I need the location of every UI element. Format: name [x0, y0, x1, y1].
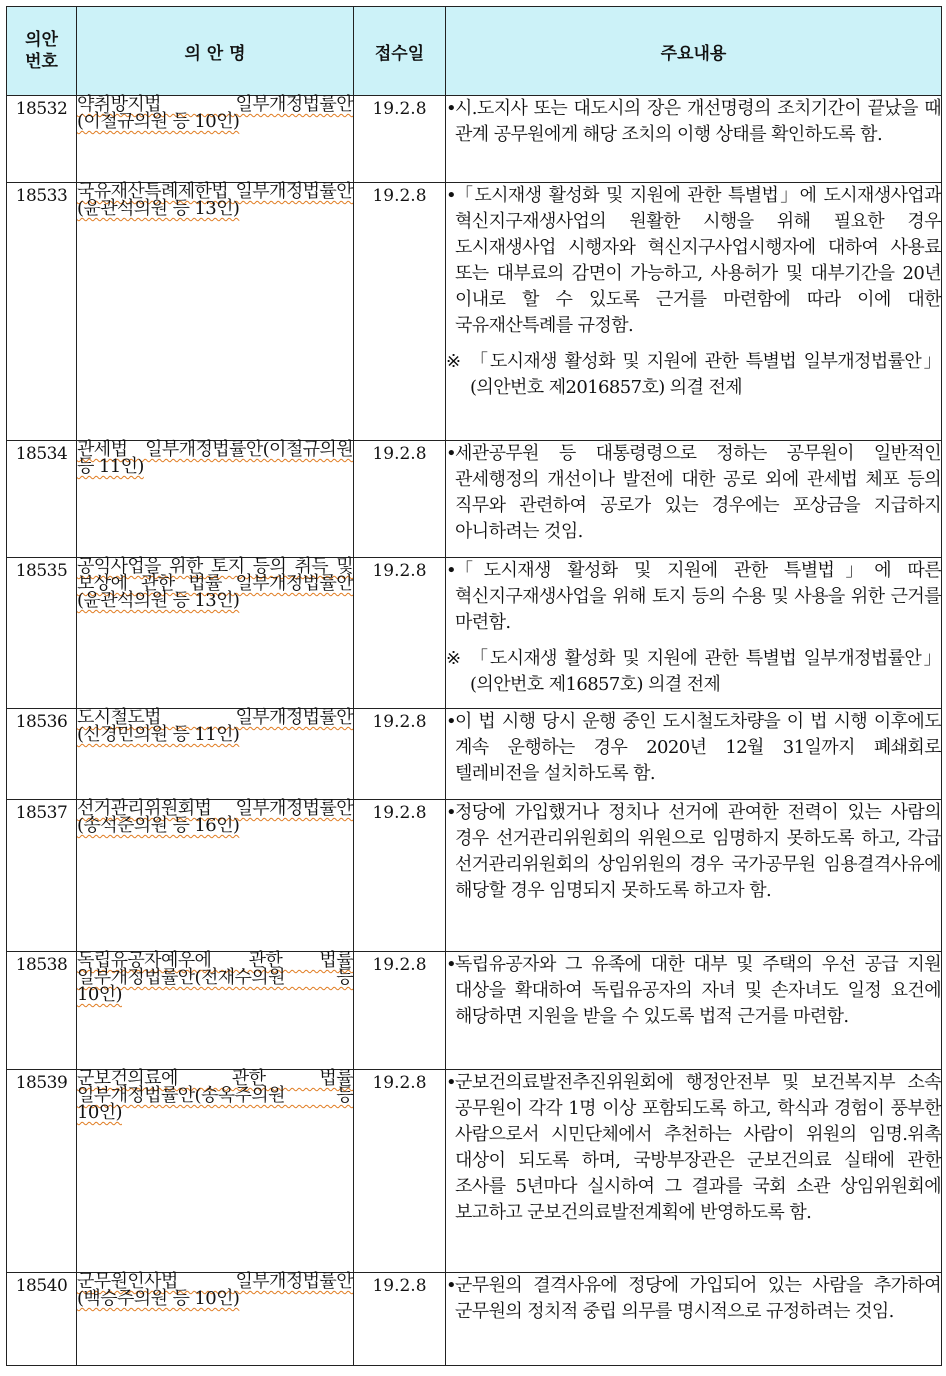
header-bill-title: 의 안 명	[77, 7, 354, 96]
bullet-mark: •	[446, 443, 457, 464]
table-row	[7, 558, 942, 709]
content-paragraph	[446, 1070, 941, 1226]
table-row	[7, 1070, 942, 1273]
main-content	[446, 96, 942, 183]
bill-title	[77, 183, 354, 441]
bullet-mark: •	[446, 1072, 457, 1093]
bill-title-text: 공익사업을 위한 토지 등의 취득 및 보상에 관한 법률 일부개정법률안(윤관석의원 등 13인)	[77, 556, 353, 611]
content-paragraph	[446, 800, 941, 904]
bill-title-text: 약취방지법 일부개정법률안(이철규의원 등 10인)	[77, 94, 353, 132]
content-text: 군보건의료발전추진위원회에 행정안전부 및 보건복지부 소속 공무원이 각각 1명 이상 포함되도록 하고, 학식과 경험이 풍부한 사람으로서 시민단체에서 추천하는 사람이 위원의 임명.위촉 대상이 되도록 하며, 국방부장관은 군보건의료 실태에 관한 조사를 5년마다 실시하여 그 결과를 국회 소관 상임위원회에 보고하고 군보건의료발전계획에 반영하도록 함.	[455, 1072, 941, 1223]
table-row	[7, 441, 942, 558]
bullet-mark: •	[446, 185, 457, 206]
content-paragraph	[446, 709, 941, 787]
receipt-date: 19.2.8	[354, 183, 446, 441]
header-main-content: 주요내용	[446, 7, 942, 96]
receipt-date: 19.2.8	[354, 800, 446, 952]
content-note	[446, 349, 941, 401]
main-content	[446, 709, 942, 800]
note-text: 「도시재생 활성화 및 지원에 관한 특별법 일부개정법률안」(의안번호 제2016857호) 의결 전제	[470, 351, 941, 398]
receipt-date: 19.2.8	[354, 952, 446, 1070]
table-row	[7, 183, 942, 441]
bill-title-text: 독립유공자예우에 관한 법률 일부개정법률안(전재수의원 등 10인)	[77, 950, 353, 1005]
content-text: 이 법 시행 당시 운행 중인 도시철도차량을 이 법 시행 이후에도 계속 운행하는 경우 2020년 12월 31일까지 폐쇄회로 텔레비전을 설치하도록 함.	[455, 711, 941, 784]
bullet-mark: •	[446, 802, 457, 823]
main-content	[446, 952, 942, 1070]
receipt-date: 19.2.8	[354, 96, 446, 183]
bill-title-text: 도시철도법 일부개정법률안(신경민의원 등 11인)	[77, 707, 353, 745]
header-bill-number-line1: 의안	[25, 30, 58, 50]
content-paragraph	[446, 1273, 941, 1325]
content-note	[446, 646, 941, 698]
bill-title-text: 선거관리위원회법 일부개정법률안(송석준의원 등 16인)	[77, 798, 353, 836]
content-paragraph	[446, 96, 941, 148]
header-bill-number	[7, 7, 77, 96]
bill-number: 18538	[7, 952, 77, 1070]
bill-title	[77, 709, 354, 800]
bill-title	[77, 1070, 354, 1273]
receipt-date: 19.2.8	[354, 558, 446, 709]
bullet-mark: •	[446, 954, 457, 975]
bill-title	[77, 1273, 354, 1366]
content-paragraph	[446, 441, 941, 545]
main-content	[446, 558, 942, 709]
header-row	[7, 7, 942, 96]
bill-number: 18532	[7, 96, 77, 183]
receipt-date: 19.2.8	[354, 1070, 446, 1273]
main-content	[446, 800, 942, 952]
note-mark: ※	[446, 648, 461, 669]
table-row	[7, 952, 942, 1070]
bill-title-text: 군무원인사법 일부개정법률안(백승주의원 등 10인)	[77, 1271, 353, 1309]
table-header	[7, 7, 942, 96]
receipt-date: 19.2.8	[354, 441, 446, 558]
receipt-date: 19.2.8	[354, 1273, 446, 1366]
main-content	[446, 183, 942, 441]
content-paragraph	[446, 183, 941, 339]
bill-table	[6, 6, 942, 1366]
bullet-mark: •	[446, 711, 457, 732]
note-mark: ※	[446, 351, 461, 372]
bill-number: 18537	[7, 800, 77, 952]
content-text: 독립유공자와 그 유족에 대한 대부 및 주택의 우선 공급 지원 대상을 확대하여 독립유공자의 자녀 및 손자녀도 일정 요건에 해당하면 지원을 받을 수 있도록 법적 근거를 마련함.	[455, 954, 941, 1027]
content-text: 정당에 가입했거나 정치나 선거에 관여한 전력이 있는 사람의 경우 선거관리위원회의 위원으로 임명하지 못하도록 하고, 각급 선거관리위원회의 상임위원의 경우 국가공무원 임용결격사유에 해당할 경우 임명되지 못하도록 하고자 함.	[455, 802, 941, 901]
bill-title	[77, 441, 354, 558]
content-text: 「도시재생 활성화 및 지원에 관한 특별법」에 따른 혁신지구재생사업을 위해 토지 등의 수용 및 사용을 위한 근거를 마련함.	[455, 560, 941, 633]
bill-title-text: 국유재산특례제한법 일부개정법률안(윤관석의원 등 13인)	[77, 181, 353, 219]
bill-title	[77, 952, 354, 1070]
table-row	[7, 709, 942, 800]
content-text: 시.도지사 또는 대도시의 장은 개선명령의 조치기간이 끝났을 때 관계 공무원에게 해당 조치의 이행 상태를 확인하도록 함.	[455, 98, 941, 145]
bill-title-text: 군보건의료에 관한 법률 일부개정법률안(송옥주의원 등 10인)	[77, 1068, 353, 1123]
table-row	[7, 1273, 942, 1366]
receipt-date: 19.2.8	[354, 709, 446, 800]
main-content	[446, 1070, 942, 1273]
bill-title-text: 관세법 일부개정법률안(이철규의원 등 11인)	[77, 439, 353, 477]
content-paragraph	[446, 558, 941, 636]
bullet-mark: •	[446, 560, 457, 581]
header-receipt-date: 접수일	[354, 7, 446, 96]
bill-number: 18536	[7, 709, 77, 800]
content-text: 세관공무원 등 대통령령으로 정하는 공무원이 일반적인 관세행정의 개선이나 발전에 대한 공로 외에 관세법 체포 등의 직무와 관련하여 공로가 있는 경우에는 포상금을 지급하지 아니하려는 것임.	[455, 443, 941, 542]
bill-number: 18535	[7, 558, 77, 709]
main-content	[446, 441, 942, 558]
bullet-mark: •	[446, 1275, 457, 1296]
content-text: 군무원의 결격사유에 정당에 가입되어 있는 사람을 추가하여 군무원의 정치적 중립 의무를 명시적으로 규정하려는 것임.	[455, 1275, 941, 1322]
table-body	[7, 96, 942, 1366]
bill-title	[77, 96, 354, 183]
content-text: 「도시재생 활성화 및 지원에 관한 특별법」에 도시재생사업과 혁신지구재생사업의 원활한 시행을 위해 필요한 경우 도시재생사업 시행자와 혁신지구사업시행자에 대하여 사용료 또는 대부료의 감면이 가능하고, 사용허가 및 대부기간을 20년 이내로 할 수 있도록 근거를 마련함에 따라 이에 대한 국유재산특례를 규정함.	[455, 185, 941, 336]
bill-number: 18534	[7, 441, 77, 558]
content-paragraph	[446, 952, 941, 1030]
header-bill-number-line2: 번호	[25, 52, 58, 72]
bill-title	[77, 800, 354, 952]
bullet-mark: •	[446, 98, 457, 119]
bill-number: 18533	[7, 183, 77, 441]
bill-number: 18540	[7, 1273, 77, 1366]
table-row	[7, 96, 942, 183]
note-text: 「도시재생 활성화 및 지원에 관한 특별법 일부개정법률안」(의안번호 제16857호) 의결 전제	[470, 648, 941, 695]
bill-number: 18539	[7, 1070, 77, 1273]
main-content	[446, 1273, 942, 1366]
bill-title	[77, 558, 354, 709]
table-row	[7, 800, 942, 952]
